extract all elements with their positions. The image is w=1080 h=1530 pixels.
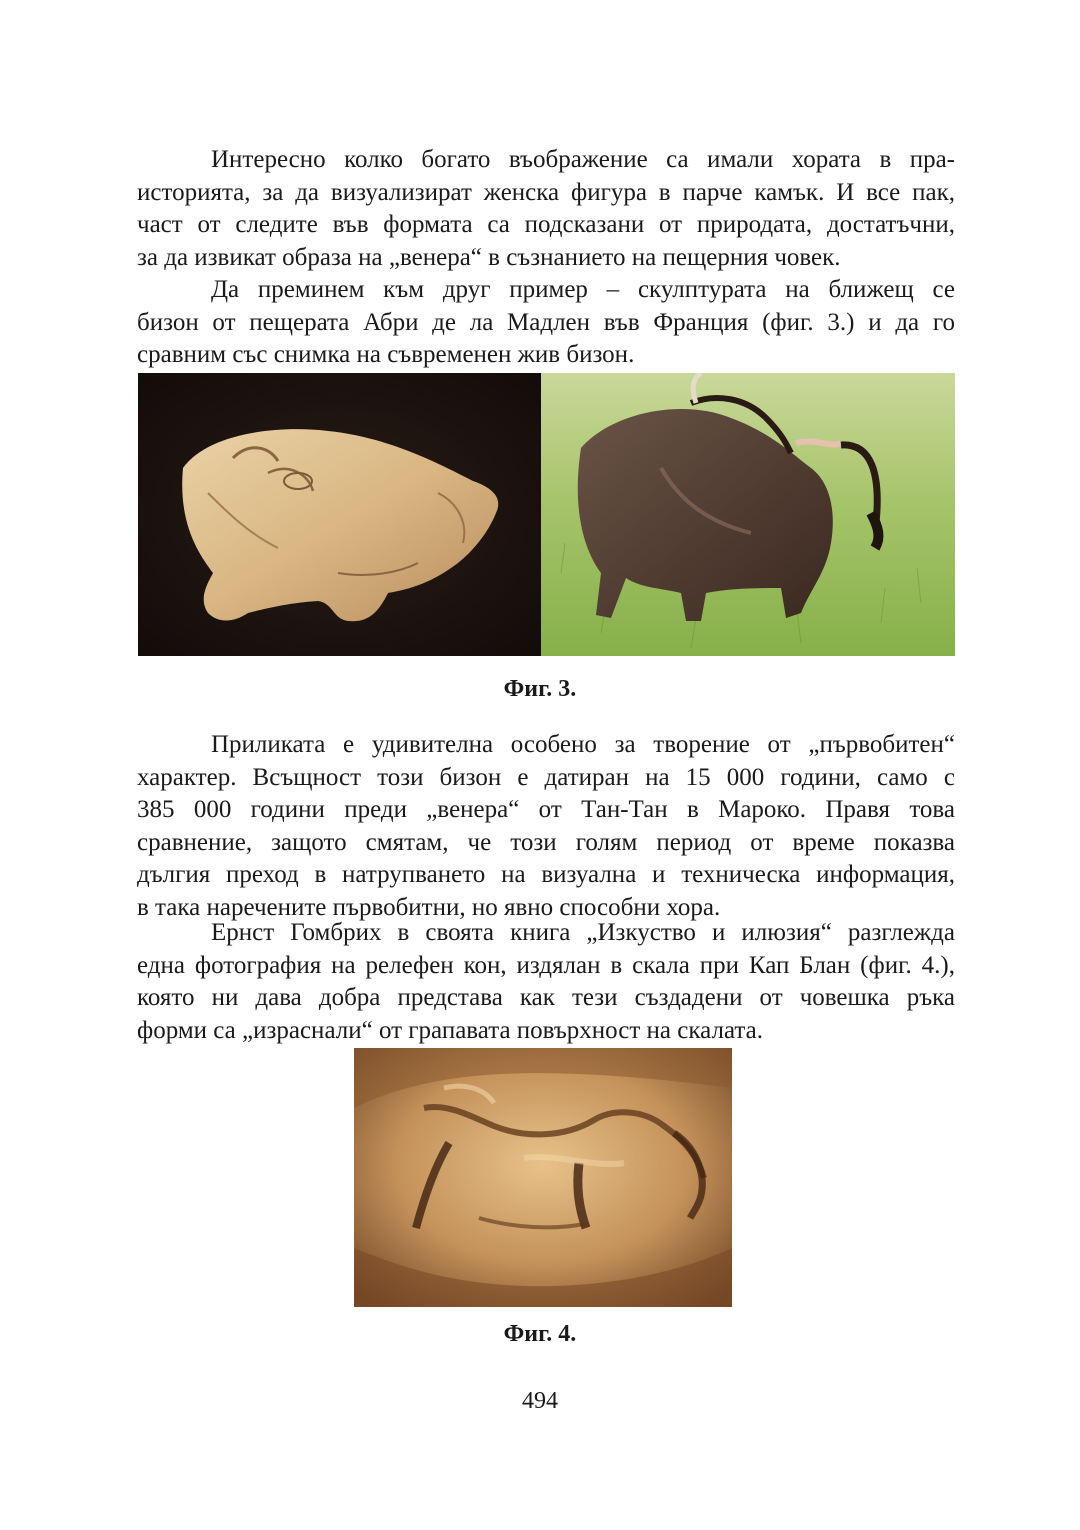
text-line: Ернст Гомбрих в своята книга „Изкуство и илюзия“ разглежда [211, 919, 955, 946]
paragraph-bison-intro [137, 274, 955, 372]
paragraph-gombrich [137, 917, 955, 1047]
text-line: част от следите във формата са подсказани от природата, достатъчни, [137, 211, 955, 239]
text-line: за да извикат образа на „венера“ в съзнанието на пещерния човек. [137, 243, 841, 271]
figure-4-caption: Фиг. 4. [503, 1321, 577, 1347]
paragraph-venus [137, 144, 955, 274]
text-line: историята, за да визуализират женска фигура в парче камък. И все пак, [137, 178, 955, 206]
text-line: една фотография на релефен кон, издялан в скала при Кап Блан (фиг. 4.), [137, 951, 955, 979]
figure-4-horse-relief-photo [354, 1048, 732, 1307]
text-line: Да преминем към друг пример – скулптурата на ближещ се [211, 276, 955, 303]
text-line: 385 000 години преди „венера“ от Тан-Тан в Мароко. Правя това [137, 796, 955, 824]
text-line: Приликата е удивителна особено за творение от „първобитен“ [211, 731, 955, 758]
text-line: която ни дава добра представа как тези създадени от човешка ръка [137, 984, 955, 1012]
text-line: сравним със снимка на съвременен жив бизон. [137, 341, 635, 369]
text-line: сравнение, защото смятам, че този голям период от време показва [137, 828, 955, 856]
text-line: форми са „израснали“ от грапавата повърхност на скалата. [137, 1016, 763, 1044]
text-line: дългия преход в натрупването на визуална и техническа информация, [137, 861, 955, 889]
text-line: в така наречените първобитни, но явно способни хора. [137, 893, 721, 921]
page-number: 494 [522, 1388, 558, 1414]
figure-3-live-bison-photo [541, 373, 955, 656]
paragraph-comparison [137, 729, 955, 925]
figure-3-bison-sculpture-photo [138, 373, 541, 656]
text-line: Интересно колко богато въображение са имали хората в пра- [211, 146, 955, 173]
text-line: бизон от пещерата Абри де ла Мадлен във Франция (фиг. 3.) и да го [137, 308, 955, 336]
figure-3-caption: Фиг. 3. [503, 676, 577, 702]
text-line: характер. Всъщност този бизон е датиран на 15 000 години, само с [137, 763, 955, 791]
